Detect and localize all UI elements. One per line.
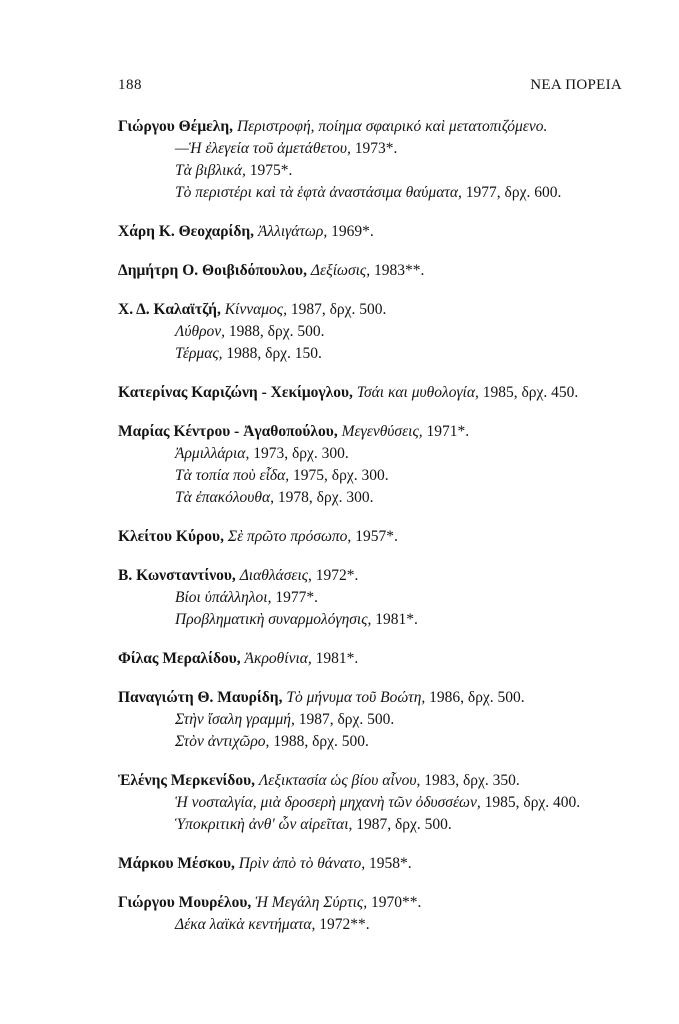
entry-first-line bbox=[118, 565, 630, 587]
work-details: 1978, δρχ. 300. bbox=[274, 489, 374, 506]
work-details: 1969*. bbox=[327, 223, 374, 240]
entry-first-line bbox=[118, 221, 630, 243]
work-title: Τσάι και μυθολογία, bbox=[356, 384, 479, 401]
work-title: Ἀρμιλλάρια, bbox=[175, 445, 250, 462]
work-title: Μεγενθύσεις, bbox=[341, 423, 423, 440]
entry-continuation-line bbox=[118, 160, 630, 182]
work-title: Διαθλάσεις, bbox=[239, 567, 312, 584]
author-name: Κλείτου Κύρου, bbox=[118, 528, 224, 545]
work-details: 1983**. bbox=[370, 262, 425, 279]
entry-continuation-line bbox=[118, 914, 630, 936]
work-details: 1987, δρχ. 500. bbox=[352, 816, 452, 833]
page-header bbox=[118, 77, 622, 99]
work-title: Δεξίωσις, bbox=[310, 262, 371, 279]
work-details: 1973, δρχ. 300. bbox=[249, 445, 349, 462]
entry-first-line bbox=[118, 770, 630, 792]
work-title: Ἡ νοσταλγία, μιὰ δροσερὴ μηχανὴ τῶν ὀδυσσέων, bbox=[175, 794, 481, 811]
entry-continuation-line bbox=[118, 465, 630, 487]
work-title: Περιστροφή, bbox=[236, 118, 315, 135]
entry-continuation-line bbox=[118, 343, 630, 365]
work-details: 1971*. bbox=[422, 423, 470, 440]
bibliography-entry bbox=[118, 770, 630, 836]
work-details: 1987, δρχ. 500. bbox=[294, 711, 395, 728]
work-details: 1988, δρχ. 500. bbox=[269, 733, 369, 750]
work-details: 1981*. bbox=[371, 611, 418, 628]
work-details: ποίημα σφαιρικό καὶ μετατοπιζόμενο. bbox=[314, 118, 548, 135]
entry-first-line bbox=[118, 116, 630, 138]
work-details: 1975*. bbox=[245, 162, 293, 179]
work-title: Ἀκροθίνια, bbox=[244, 650, 312, 667]
entry-continuation-line bbox=[118, 182, 630, 204]
entry-first-line bbox=[118, 299, 630, 321]
entry-continuation-line bbox=[118, 709, 630, 731]
work-details: 1985, δρχ. 400. bbox=[480, 794, 581, 811]
entry-continuation-line bbox=[118, 814, 630, 836]
bibliography-entry bbox=[118, 421, 630, 509]
bibliography-entry bbox=[118, 116, 630, 204]
author-name: Β. Κωνσταντίνου, bbox=[118, 567, 236, 584]
work-title: Ὑποκριτικὴ ἀνθ' ὧν αἱρεῖται, bbox=[175, 816, 353, 833]
bibliography-entry bbox=[118, 565, 630, 631]
bibliography-entry bbox=[118, 648, 630, 670]
entry-continuation-line bbox=[118, 731, 630, 753]
author-name: Φίλας Μεραλίδου, bbox=[118, 650, 241, 667]
author-name: Μαρίας Κέντρου - Ἀγαθοπούλου, bbox=[118, 423, 338, 440]
author-name: Ἑλένης Μερκενίδου, bbox=[118, 772, 256, 789]
author-name: Κατερίνας Καριζώνη - Χεκίμογλου, bbox=[118, 384, 353, 401]
work-title: Ἡ Μεγάλη Σύρτις, bbox=[255, 894, 368, 911]
entry-first-line bbox=[118, 648, 630, 670]
work-title: Πρὶν ἀπὸ τὸ θάνατο, bbox=[238, 855, 366, 872]
work-title: Λύθρον, bbox=[175, 323, 226, 340]
work-details: 1986, δρχ. 500. bbox=[425, 689, 525, 706]
work-details: 1975, δρχ. 300. bbox=[289, 467, 389, 484]
author-name: Χ. Δ. Καλαϊτζή, bbox=[118, 301, 221, 318]
work-details: 1957*. bbox=[351, 528, 398, 545]
entry-first-line bbox=[118, 892, 630, 914]
work-title: Τὰ βιβλικά, bbox=[175, 162, 246, 179]
work-details: 1988, δρχ. 500. bbox=[225, 323, 325, 340]
entry-first-line bbox=[118, 260, 630, 282]
author-name: Γιώργου Μουρέλου, bbox=[118, 894, 252, 911]
entry-continuation-line bbox=[118, 487, 630, 509]
entry-continuation-line bbox=[118, 321, 630, 343]
bibliography-entry bbox=[118, 526, 630, 548]
entry-continuation-line bbox=[118, 138, 630, 160]
work-details: 1973*. bbox=[350, 140, 398, 157]
work-details: 1970**. bbox=[367, 894, 422, 911]
entry-continuation-line bbox=[118, 792, 630, 814]
bibliography-entry bbox=[118, 299, 630, 365]
entry-first-line bbox=[118, 421, 630, 443]
work-details: 1977*. bbox=[271, 589, 318, 606]
work-title: —Ἡ ἐλεγεία τοῦ ἀμετάθετου, bbox=[175, 140, 351, 157]
bibliography-entry bbox=[118, 382, 630, 404]
bibliography-entry bbox=[118, 687, 630, 753]
work-details: 1988, δρχ. 150. bbox=[222, 345, 322, 362]
work-details: 1981*. bbox=[311, 650, 359, 667]
work-title: Τὸ περιστέρι καὶ τὰ ἑφτὰ ἀναστάσιμα θαύματα, bbox=[175, 184, 462, 201]
entry-first-line bbox=[118, 526, 630, 548]
author-name: Παναγιώτη Θ. Μαυρίδη, bbox=[118, 689, 283, 706]
work-title: Τὰ ἐπακόλουθα, bbox=[175, 489, 275, 506]
entry-first-line bbox=[118, 382, 630, 404]
bibliography-entry bbox=[118, 260, 630, 282]
author-name: Χάρη Κ. Θεοχαρίδη, bbox=[118, 223, 255, 240]
entry-continuation-line bbox=[118, 609, 630, 631]
author-name: Δημήτρη Ο. Θοιβιδόπουλου, bbox=[118, 262, 307, 279]
work-title: Τέρμας, bbox=[175, 345, 223, 362]
work-details: 1972**. bbox=[315, 916, 370, 933]
entry-first-line bbox=[118, 687, 630, 709]
work-title: Βίοι ὑπάλληλοι, bbox=[175, 589, 272, 606]
bibliography-entry bbox=[118, 221, 630, 243]
work-title: Στὸν ἀντιχῶρο, bbox=[175, 733, 270, 750]
work-details: 1985, δρχ. 450. bbox=[478, 384, 579, 401]
work-details: 1958*. bbox=[365, 855, 412, 872]
work-details: 1977, δρχ. 600. bbox=[461, 184, 562, 201]
bibliography-entry bbox=[118, 892, 630, 936]
work-title: Προβληματικὴ συναρμολόγησις, bbox=[175, 611, 372, 628]
page-number: 188 bbox=[118, 77, 142, 93]
work-title: Δέκα λαϊκὰ κεντήματα, bbox=[175, 916, 316, 933]
author-name: Μάρκου Μέσκου, bbox=[118, 855, 235, 872]
author-name: Γιώργου Θέμελη, bbox=[118, 118, 234, 135]
work-title: Ἀλλιγάτωρ, bbox=[257, 223, 328, 240]
work-title: Τὸ μήνυμα τοῦ Βοώτη, bbox=[286, 689, 426, 706]
work-title: Λεξικτασία ὡς βίου αἶνου, bbox=[258, 772, 421, 789]
work-title: Κίνναμος, bbox=[224, 301, 287, 318]
work-details: 1972*. bbox=[311, 567, 359, 584]
entry-continuation-line bbox=[118, 443, 630, 465]
entry-continuation-line bbox=[118, 587, 630, 609]
bibliography-entry bbox=[118, 853, 630, 875]
running-title: ΝΕΑ ΠΟΡΕΙΑ bbox=[530, 77, 622, 93]
bibliography-list bbox=[118, 116, 630, 953]
work-title: Τὰ τοπία ποὺ εἶδα, bbox=[175, 467, 290, 484]
work-title: Στὴν ἴσαλη γραμμή, bbox=[175, 711, 295, 728]
work-title: Σὲ πρῶτο πρόσωπο, bbox=[227, 528, 352, 545]
work-details: 1983, δρχ. 350. bbox=[420, 772, 520, 789]
entry-first-line bbox=[118, 853, 630, 875]
work-details: 1987, δρχ. 500. bbox=[286, 301, 387, 318]
